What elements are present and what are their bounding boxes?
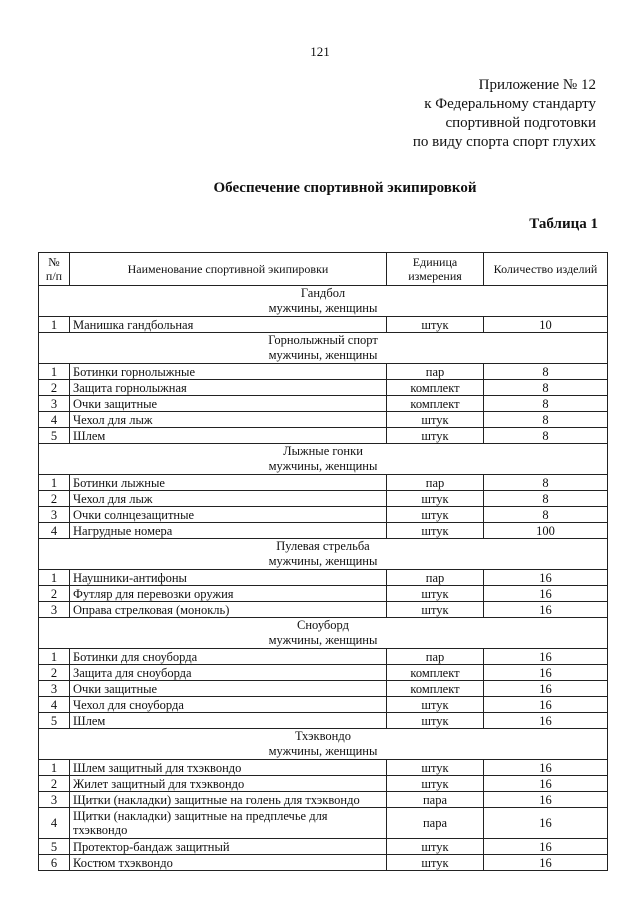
table-label: Таблица 1 [529,216,598,232]
section-cell [39,444,608,475]
section-group: мужчины, женщины [268,633,378,647]
item-qty: 16 [484,839,608,855]
item-name: Манишка гандбольная [70,317,387,333]
section-sport: Пулевая стрельба [276,539,370,553]
appendix-line: Приложение № 12 [478,77,596,93]
equipment-table [38,252,608,871]
item-unit: штук [387,428,484,444]
item-unit: пара [387,792,484,808]
item-num: 4 [39,412,70,428]
item-num: 3 [39,602,70,618]
table-row [39,792,608,808]
item-unit: комплект [387,396,484,412]
item-name: Шлем [70,713,387,729]
section-cell [39,618,608,649]
item-qty: 16 [484,855,608,871]
item-name: Нагрудные номера [70,523,387,539]
item-unit: комплект [387,681,484,697]
item-unit: штук [387,507,484,523]
item-qty: 8 [484,364,608,380]
table-row [39,570,608,586]
table-row [39,364,608,380]
header-num-line2: п/п [45,269,63,283]
table-row [39,713,608,729]
item-name: Защита для сноуборда [70,665,387,681]
item-unit: штук [387,491,484,507]
table-row [39,586,608,602]
item-num: 2 [39,665,70,681]
item-qty: 8 [484,491,608,507]
section-group: мужчины, женщины [268,554,378,568]
item-name: Наушники-антифоны [70,570,387,586]
section-cell [39,286,608,317]
item-unit: штук [387,697,484,713]
item-name: Жилет защитный для тхэквондо [70,776,387,792]
table-row [39,507,608,523]
item-name: Шлем защитный для тхэквондо [70,760,387,776]
item-qty: 8 [484,507,608,523]
item-qty: 16 [484,760,608,776]
table-row [39,475,608,491]
item-unit: пар [387,570,484,586]
section-cell [39,539,608,570]
section-cell [39,333,608,364]
item-num: 3 [39,792,70,808]
item-name: Щитки (накладки) защитные на предплечье для тхэквондо [70,808,387,839]
appendix-line: к Федеральному стандарту [424,96,596,112]
table-row [39,428,608,444]
item-num: 5 [39,713,70,729]
item-num: 2 [39,491,70,507]
item-unit: штук [387,602,484,618]
item-unit: комплект [387,380,484,396]
table-row [39,855,608,871]
table-header-row [39,253,608,286]
header-unit-line2: измерения [408,269,462,283]
table-row [39,396,608,412]
section-row [39,618,608,649]
section-row [39,444,608,475]
item-num: 3 [39,681,70,697]
item-name: Щитки (накладки) защитные на голень для тхэквондо [70,792,387,808]
item-name: Защита горнолыжная [70,380,387,396]
table-row [39,317,608,333]
page-number: 121 [310,44,330,59]
item-unit: комплект [387,665,484,681]
item-name: Протектор-бандаж защитный [70,839,387,855]
section-sport: Гандбол [300,286,346,300]
item-name: Чехол для сноуборда [70,697,387,713]
table-body [39,286,608,871]
section-row [39,333,608,364]
item-qty: 8 [484,475,608,491]
item-qty: 16 [484,776,608,792]
item-num: 1 [39,364,70,380]
section-group: мужчины, женщины [268,301,378,315]
item-name: Ботинки для сноуборда [70,649,387,665]
item-unit: штук [387,412,484,428]
item-qty: 8 [484,428,608,444]
item-unit: пар [387,649,484,665]
header-unit-line1: Единица [412,255,458,269]
item-name: Очки защитные [70,681,387,697]
item-qty: 10 [484,317,608,333]
item-unit: штук [387,713,484,729]
section-sport: Горнолыжный спорт [268,333,378,347]
header-num-line1: № [48,255,60,269]
item-name: Ботинки горнолыжные [70,364,387,380]
item-unit: пара [387,808,484,839]
item-num: 1 [39,760,70,776]
item-unit: штук [387,586,484,602]
item-num: 2 [39,586,70,602]
item-unit: пар [387,475,484,491]
section-row [39,286,608,317]
item-num: 1 [39,317,70,333]
appendix-line: по виду спорта спорт глухих [412,134,596,150]
section-group: мужчины, женщины [268,459,378,473]
item-qty: 100 [484,523,608,539]
item-unit: штук [387,523,484,539]
item-num: 1 [39,570,70,586]
table-row [39,776,608,792]
item-unit: штук [387,839,484,855]
item-qty: 16 [484,586,608,602]
item-name: Костюм тхэквондо [70,855,387,871]
item-name: Чехол для лыж [70,412,387,428]
item-num: 5 [39,839,70,855]
item-name: Оправа стрелковая (монокль) [70,602,387,618]
document-title: Обеспечение спортивной экипировкой [213,180,477,196]
section-sport: Тхэквондо [295,729,351,743]
item-qty: 16 [484,681,608,697]
item-num: 1 [39,475,70,491]
section-row [39,539,608,570]
item-name: Шлем [70,428,387,444]
item-num: 2 [39,776,70,792]
appendix-header [413,76,596,152]
item-num: 3 [39,507,70,523]
table-row [39,649,608,665]
item-qty: 16 [484,570,608,586]
table-row [39,602,608,618]
item-unit: штук [387,317,484,333]
item-qty: 16 [484,808,608,839]
item-unit: штук [387,855,484,871]
item-qty: 8 [484,396,608,412]
section-cell [39,729,608,760]
item-name: Очки защитные [70,396,387,412]
table-row [39,681,608,697]
item-qty: 16 [484,713,608,729]
item-qty: 16 [484,649,608,665]
table-row [39,412,608,428]
header-num [39,253,70,286]
item-unit: штук [387,776,484,792]
item-name: Очки солнцезащитные [70,507,387,523]
section-sport: Лыжные гонки [283,444,363,458]
header-qty: Количество изделий [484,253,608,286]
table-row [39,380,608,396]
header-name: Наименование спортивной экипировки [70,253,387,286]
item-qty: 16 [484,602,608,618]
item-num: 4 [39,523,70,539]
section-row [39,729,608,760]
item-num: 4 [39,697,70,713]
item-name: Ботинки лыжные [70,475,387,491]
section-group: мужчины, женщины [268,744,378,758]
item-num: 3 [39,396,70,412]
table-row [39,491,608,507]
item-num: 2 [39,380,70,396]
item-name: Футляр для перевозки оружия [70,586,387,602]
item-qty: 8 [484,380,608,396]
header-unit [387,253,484,286]
item-num: 1 [39,649,70,665]
item-qty: 8 [484,412,608,428]
item-qty: 16 [484,792,608,808]
item-name: Чехол для лыж [70,491,387,507]
item-unit: пар [387,364,484,380]
item-qty: 16 [484,697,608,713]
item-unit: штук [387,760,484,776]
item-num: 6 [39,855,70,871]
item-qty: 16 [484,665,608,681]
table-row [39,839,608,855]
table-row [39,760,608,776]
table-row [39,697,608,713]
table-row [39,808,608,839]
table-row [39,523,608,539]
table-row [39,665,608,681]
section-group: мужчины, женщины [268,348,378,362]
section-sport: Сноуборд [297,618,349,632]
item-num: 5 [39,428,70,444]
item-num: 4 [39,808,70,839]
appendix-line: спортивной подготовки [445,115,596,131]
